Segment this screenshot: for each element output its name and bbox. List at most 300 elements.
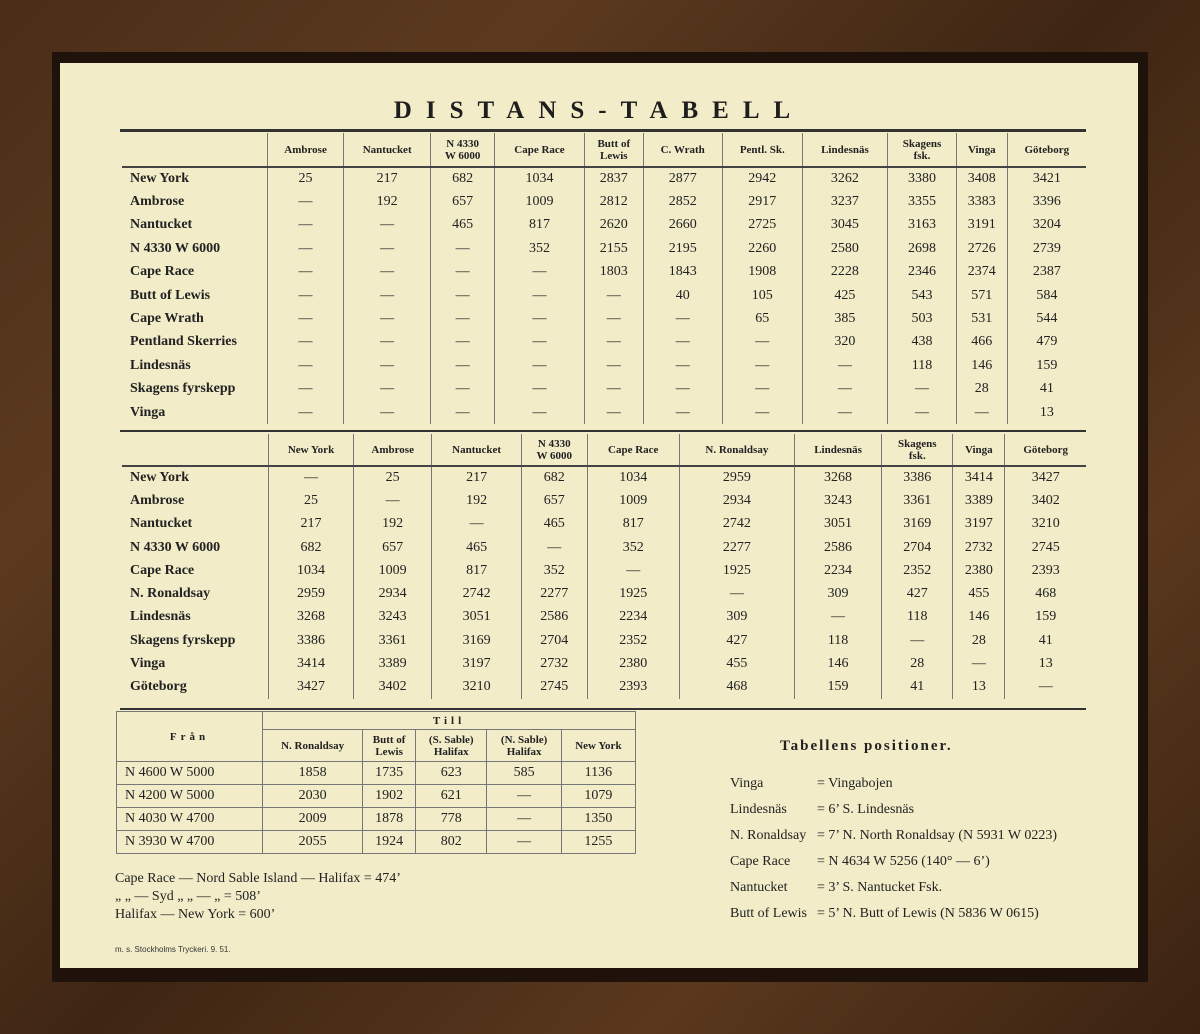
distance-cell: 543 <box>887 284 956 307</box>
distance-cell: 41 <box>1007 378 1086 401</box>
row-label: Lindesnäs <box>130 357 191 373</box>
distance-cell: 2917 <box>722 190 802 213</box>
table-row <box>122 354 1086 377</box>
distance-cell: 427 <box>882 582 953 605</box>
position-name: Butt of Lewis <box>730 906 807 921</box>
distance-cell: — <box>344 307 431 330</box>
distance-cell: 2393 <box>1005 559 1086 582</box>
distance-cell: 1009 <box>354 559 432 582</box>
distance-cell: — <box>794 606 881 629</box>
distance-cell: — <box>584 401 643 424</box>
distance-cell: 1843 <box>643 261 722 284</box>
distance-cell: 385 <box>802 307 887 330</box>
distance-cell: 1878 <box>363 808 416 831</box>
distance-cell: 3045 <box>802 214 887 237</box>
distance-cell: 503 <box>887 307 956 330</box>
distance-cell: 2745 <box>1005 536 1086 559</box>
position-name: N. Ronaldsay <box>730 828 807 843</box>
distance-cell: 352 <box>587 536 679 559</box>
distance-cell: 1034 <box>269 559 354 582</box>
distance-cell: 28 <box>956 378 1007 401</box>
from-header: Från <box>117 712 263 762</box>
corner-cell <box>122 434 269 466</box>
distance-cell: 3163 <box>887 214 956 237</box>
distance-cell: 3268 <box>269 606 354 629</box>
distance-cell: — <box>887 378 956 401</box>
distance-cell: — <box>269 466 354 489</box>
distance-cell: 2726 <box>956 237 1007 260</box>
distance-cell: 657 <box>521 489 587 512</box>
distance-cell: 146 <box>956 354 1007 377</box>
column-header: Cape Race <box>587 434 679 466</box>
distance-cell: 584 <box>1007 284 1086 307</box>
column-header: (N. Sable) Halifax <box>487 730 561 762</box>
distance-cell: 2620 <box>584 214 643 237</box>
distance-cell: 41 <box>1005 629 1086 652</box>
table-row <box>117 831 636 854</box>
column-header: (S. Sable) Halifax <box>416 730 487 762</box>
distance-cell: 3243 <box>354 606 432 629</box>
distance-cell: 159 <box>1007 354 1086 377</box>
row-label: Cape Race <box>130 562 195 578</box>
distance-cell: 3408 <box>956 167 1007 190</box>
distance-cell: 455 <box>953 582 1005 605</box>
distance-cell: — <box>487 808 561 831</box>
distance-cell: — <box>487 785 561 808</box>
distance-cell: 468 <box>1005 582 1086 605</box>
column-header: Göteborg <box>1005 434 1086 466</box>
distance-cell: 118 <box>882 606 953 629</box>
distance-cell: 2837 <box>584 167 643 190</box>
distance-cell: 192 <box>354 513 432 536</box>
distance-cell: 25 <box>354 466 432 489</box>
distance-cell: 2725 <box>722 214 802 237</box>
top-rule <box>120 129 1086 132</box>
table-row <box>122 214 1086 237</box>
distance-cell: — <box>495 354 585 377</box>
distance-cell: — <box>431 331 495 354</box>
distance-cell: 817 <box>432 559 522 582</box>
distance-table-1 <box>122 133 1086 424</box>
distance-cell: — <box>268 354 344 377</box>
distance-cell: 1255 <box>561 831 635 854</box>
distance-table-2 <box>122 434 1086 699</box>
table-row <box>122 466 1086 489</box>
distance-cell: 778 <box>416 808 487 831</box>
row-label: Nantucket <box>130 217 193 233</box>
distance-cell: 3051 <box>794 513 881 536</box>
distance-cell: 1079 <box>561 785 635 808</box>
distance-cell: — <box>495 378 585 401</box>
distance-cell: 13 <box>1005 652 1086 675</box>
column-header: New York <box>269 434 354 466</box>
distance-cell: 2387 <box>1007 261 1086 284</box>
table-row <box>117 785 636 808</box>
distance-cell: 621 <box>416 785 487 808</box>
position-name: Vinga <box>730 776 764 791</box>
distance-cell: 3421 <box>1007 167 1086 190</box>
page-title: DISTANS-TABELL <box>393 97 805 124</box>
row-label: N 4330 W 6000 <box>130 539 221 555</box>
row-label: Cape Wrath <box>130 311 204 327</box>
distance-cell: — <box>802 378 887 401</box>
distance-cell: 3197 <box>953 513 1005 536</box>
distance-cell: — <box>643 331 722 354</box>
distance-cell: 13 <box>953 676 1005 699</box>
distance-cell: 1924 <box>363 831 416 854</box>
table-row <box>122 167 1086 190</box>
distance-cell: 3210 <box>432 676 522 699</box>
distance-cell: 2745 <box>521 676 587 699</box>
distance-cell: 1034 <box>587 466 679 489</box>
distance-cell: — <box>344 261 431 284</box>
row-label: Skagens fyrskepp <box>130 632 236 648</box>
distance-cell: 1925 <box>679 559 794 582</box>
distance-cell: 465 <box>431 214 495 237</box>
distance-cell: — <box>643 401 722 424</box>
row-label: Vinga <box>130 656 166 672</box>
distance-cell: 425 <box>802 284 887 307</box>
table-row <box>122 378 1086 401</box>
distance-cell: 3237 <box>802 190 887 213</box>
position-name: Cape Race <box>730 854 791 869</box>
table-row <box>122 489 1086 512</box>
row-label: N 4200 W 5000 <box>117 785 263 808</box>
distance-cell: 320 <box>802 331 887 354</box>
distance-cell: — <box>268 284 344 307</box>
distance-cell: 65 <box>722 307 802 330</box>
table-row <box>122 237 1086 260</box>
table-row <box>122 536 1086 559</box>
distance-cell: — <box>956 401 1007 424</box>
distance-cell: 3389 <box>354 652 432 675</box>
distance-cell: 2352 <box>587 629 679 652</box>
distance-cell: 28 <box>882 652 953 675</box>
distance-cell: — <box>679 582 794 605</box>
distance-cell: 217 <box>432 466 522 489</box>
row-label: Lindesnäs <box>130 609 191 625</box>
distance-cell: 455 <box>679 652 794 675</box>
distance-cell: 2698 <box>887 237 956 260</box>
distance-cell: 3414 <box>269 652 354 675</box>
column-header: N 4330 W 6000 <box>431 133 495 167</box>
distance-cell: — <box>344 284 431 307</box>
position-name: Lindesnäs <box>730 802 787 817</box>
distance-cell: 309 <box>794 582 881 605</box>
distance-cell: 2277 <box>521 582 587 605</box>
row-label: N 4600 W 5000 <box>117 762 263 785</box>
distance-cell: — <box>268 307 344 330</box>
distance-cell: 1009 <box>495 190 585 213</box>
distance-cell: 1350 <box>561 808 635 831</box>
row-label: Pentland Skerries <box>130 334 237 350</box>
position-value: = N 4634 W 5256 (140° — 6’) <box>817 854 990 869</box>
distance-cell: — <box>495 261 585 284</box>
distance-cell: 438 <box>887 331 956 354</box>
table-row <box>122 582 1086 605</box>
position-value: = 5’ N. Butt of Lewis (N 5836 W 0615) <box>817 906 1039 921</box>
distance-cell: — <box>344 237 431 260</box>
distance-cell: — <box>431 237 495 260</box>
distance-cell: 1925 <box>587 582 679 605</box>
distance-cell: 1009 <box>587 489 679 512</box>
distance-cell: 2234 <box>794 559 881 582</box>
distance-cell: 3361 <box>882 489 953 512</box>
distance-cell: 1136 <box>561 762 635 785</box>
distance-cell: 3414 <box>953 466 1005 489</box>
distance-cell: — <box>584 284 643 307</box>
distance-cell: 531 <box>956 307 1007 330</box>
table-row <box>122 676 1086 699</box>
distance-cell: 217 <box>269 513 354 536</box>
distance-cell: 468 <box>679 676 794 699</box>
distance-cell: — <box>344 354 431 377</box>
distance-cell: — <box>722 378 802 401</box>
distance-cell: 2055 <box>263 831 363 854</box>
table-row <box>122 559 1086 582</box>
row-label: Cape Race <box>130 264 195 280</box>
row-label: Nantucket <box>130 516 193 532</box>
distance-cell: — <box>722 354 802 377</box>
distance-cell: 2586 <box>794 536 881 559</box>
distance-cell: 41 <box>882 676 953 699</box>
distance-cell: 682 <box>269 536 354 559</box>
distance-cell: 25 <box>269 489 354 512</box>
table-row <box>122 401 1086 424</box>
distance-cell: 2228 <box>802 261 887 284</box>
distance-cell: 2009 <box>263 808 363 831</box>
distance-cell: 2660 <box>643 214 722 237</box>
distance-cell: — <box>495 284 585 307</box>
distance-cell: 2352 <box>882 559 953 582</box>
column-header: Nantucket <box>344 133 431 167</box>
distance-cell: 2704 <box>521 629 587 652</box>
column-header: Lindesnäs <box>794 434 881 466</box>
distance-cell: 1803 <box>584 261 643 284</box>
row-label: N 3930 W 4700 <box>117 831 263 854</box>
distance-cell: — <box>268 261 344 284</box>
distance-cell: — <box>431 307 495 330</box>
distance-cell: — <box>521 536 587 559</box>
row-label: Skagens fyrskepp <box>130 381 236 397</box>
distance-cell: — <box>643 378 722 401</box>
distance-cell: 3051 <box>432 606 522 629</box>
position-name: Nantucket <box>730 880 788 895</box>
distance-cell: — <box>953 652 1005 675</box>
distance-cell: 159 <box>1005 606 1086 629</box>
distance-cell: 3380 <box>887 167 956 190</box>
distance-cell: — <box>495 307 585 330</box>
distance-cell: 2732 <box>521 652 587 675</box>
column-header: Butt of Lewis <box>363 730 416 762</box>
distance-cell: 2739 <box>1007 237 1086 260</box>
position-value: = 3’ S. Nantucket Fsk. <box>817 880 943 895</box>
distance-cell: 3427 <box>1005 466 1086 489</box>
distance-cell: 2852 <box>643 190 722 213</box>
distance-cell: 3204 <box>1007 214 1086 237</box>
distance-cell: 192 <box>344 190 431 213</box>
table-row <box>122 606 1086 629</box>
column-header: N 4330 W 6000 <box>521 434 587 466</box>
distance-cell: — <box>584 354 643 377</box>
position-value: = Vingabojen <box>817 776 893 791</box>
row-label: New York <box>130 171 189 187</box>
positions-title: Tabellens positioner. <box>780 738 953 754</box>
row-label: Ambrose <box>130 492 185 508</box>
distance-cell: 657 <box>431 190 495 213</box>
distance-cell: 3243 <box>794 489 881 512</box>
distance-cell: 3386 <box>269 629 354 652</box>
distance-cell: — <box>432 513 522 536</box>
column-header: Vinga <box>956 133 1007 167</box>
distance-cell: 28 <box>953 629 1005 652</box>
column-header: Pentl. Sk. <box>722 133 802 167</box>
distance-cell: — <box>268 378 344 401</box>
distance-cell: 3427 <box>269 676 354 699</box>
distance-cell: 2742 <box>679 513 794 536</box>
distance-cell: 1858 <box>263 762 363 785</box>
distance-cell: — <box>344 331 431 354</box>
distance-cell: — <box>431 354 495 377</box>
distance-cell: 817 <box>587 513 679 536</box>
distance-cell: 3402 <box>1005 489 1086 512</box>
distance-cell: — <box>802 354 887 377</box>
column-header: Vinga <box>953 434 1005 466</box>
distance-cell: — <box>487 831 561 854</box>
distance-cell: — <box>431 401 495 424</box>
distance-cell: 2742 <box>432 582 522 605</box>
distance-cell: 118 <box>887 354 956 377</box>
distance-cell: 2934 <box>354 582 432 605</box>
column-header: Nantucket <box>432 434 522 466</box>
table-row <box>117 762 636 785</box>
column-header: Ambrose <box>268 133 344 167</box>
column-header: Lindesnäs <box>802 133 887 167</box>
distance-cell: 3197 <box>432 652 522 675</box>
distance-cell: — <box>584 378 643 401</box>
distance-cell: 105 <box>722 284 802 307</box>
distance-cell: — <box>882 629 953 652</box>
distance-cell: — <box>587 559 679 582</box>
offshore-table <box>116 711 636 854</box>
distance-cell: 159 <box>794 676 881 699</box>
column-header: New York <box>561 730 635 762</box>
distance-cell: 2380 <box>587 652 679 675</box>
distance-cell: 13 <box>1007 401 1086 424</box>
distance-cell: 3268 <box>794 466 881 489</box>
distance-cell: 146 <box>794 652 881 675</box>
position-value: = 6’ S. Lindesnäs <box>817 802 915 817</box>
distance-cell: 3210 <box>1005 513 1086 536</box>
table-row <box>122 261 1086 284</box>
distance-cell: — <box>722 331 802 354</box>
note-line: Cape Race — Nord Sable Island — Halifax = 474’ <box>115 871 401 886</box>
table-row <box>122 513 1086 536</box>
distance-cell: — <box>1005 676 1086 699</box>
distance-cell: 3191 <box>956 214 1007 237</box>
distance-cell: 479 <box>1007 331 1086 354</box>
distance-cell: 623 <box>416 762 487 785</box>
distance-cell: — <box>268 331 344 354</box>
distance-cell: 2277 <box>679 536 794 559</box>
distance-cell: 3389 <box>953 489 1005 512</box>
row-label: Vinga <box>130 404 166 420</box>
distance-cell: 657 <box>354 536 432 559</box>
distance-cell: 2704 <box>882 536 953 559</box>
distance-cell: 2959 <box>269 582 354 605</box>
column-header: N. Ronaldsay <box>679 434 794 466</box>
row-label: N. Ronaldsay <box>130 586 211 602</box>
table-row <box>122 331 1086 354</box>
row-label: Göteborg <box>130 679 187 695</box>
distance-cell: 2877 <box>643 167 722 190</box>
distance-cell: 25 <box>268 167 344 190</box>
table-row <box>122 284 1086 307</box>
distance-cell: 682 <box>431 167 495 190</box>
column-header: Cape Race <box>495 133 585 167</box>
distance-cell: — <box>887 401 956 424</box>
distance-cell: — <box>431 261 495 284</box>
column-header: Skagens fsk. <box>882 434 953 466</box>
table-row <box>122 652 1086 675</box>
distance-cell: 1735 <box>363 762 416 785</box>
distance-cell: 571 <box>956 284 1007 307</box>
distance-cell: 2155 <box>584 237 643 260</box>
distance-cell: 465 <box>432 536 522 559</box>
distance-cell: 3386 <box>882 466 953 489</box>
middle-rule <box>120 430 1086 432</box>
distance-cell: 3361 <box>354 629 432 652</box>
column-header: Skagens fsk. <box>887 133 956 167</box>
distance-cell: — <box>268 237 344 260</box>
distance-cell: 309 <box>679 606 794 629</box>
distance-cell: — <box>344 378 431 401</box>
distance-cell: — <box>268 401 344 424</box>
distance-cell: 2374 <box>956 261 1007 284</box>
to-header: Till <box>263 712 636 730</box>
distance-cell: 466 <box>956 331 1007 354</box>
distance-cell: 2959 <box>679 466 794 489</box>
column-header: Ambrose <box>354 434 432 466</box>
distance-cell: 118 <box>794 629 881 652</box>
distance-cell: — <box>431 284 495 307</box>
distance-cell: 40 <box>643 284 722 307</box>
distance-table-sheet <box>60 63 1138 968</box>
distance-cell: — <box>643 307 722 330</box>
note-line: Halifax — New York = 600’ <box>115 907 276 922</box>
distance-cell: 2580 <box>802 237 887 260</box>
row-label: N 4330 W 6000 <box>130 240 221 256</box>
distance-cell: 2260 <box>722 237 802 260</box>
distance-cell: — <box>431 378 495 401</box>
distance-cell: — <box>802 401 887 424</box>
column-header: Göteborg <box>1007 133 1086 167</box>
position-value: = 7’ N. North Ronaldsay (N 5931 W 0223) <box>817 828 1058 843</box>
distance-cell: 3355 <box>887 190 956 213</box>
distance-cell: — <box>584 331 643 354</box>
distance-cell: 192 <box>432 489 522 512</box>
distance-cell: 802 <box>416 831 487 854</box>
column-header: C. Wrath <box>643 133 722 167</box>
distance-cell: 2234 <box>587 606 679 629</box>
row-label: N 4030 W 4700 <box>117 808 263 831</box>
distance-cell: — <box>584 307 643 330</box>
distance-cell: — <box>354 489 432 512</box>
table-row <box>122 190 1086 213</box>
distance-cell: — <box>344 214 431 237</box>
printer-imprint: m. s. Stockholms Tryckeri. 9. 51. <box>115 945 231 954</box>
distance-cell: — <box>495 401 585 424</box>
